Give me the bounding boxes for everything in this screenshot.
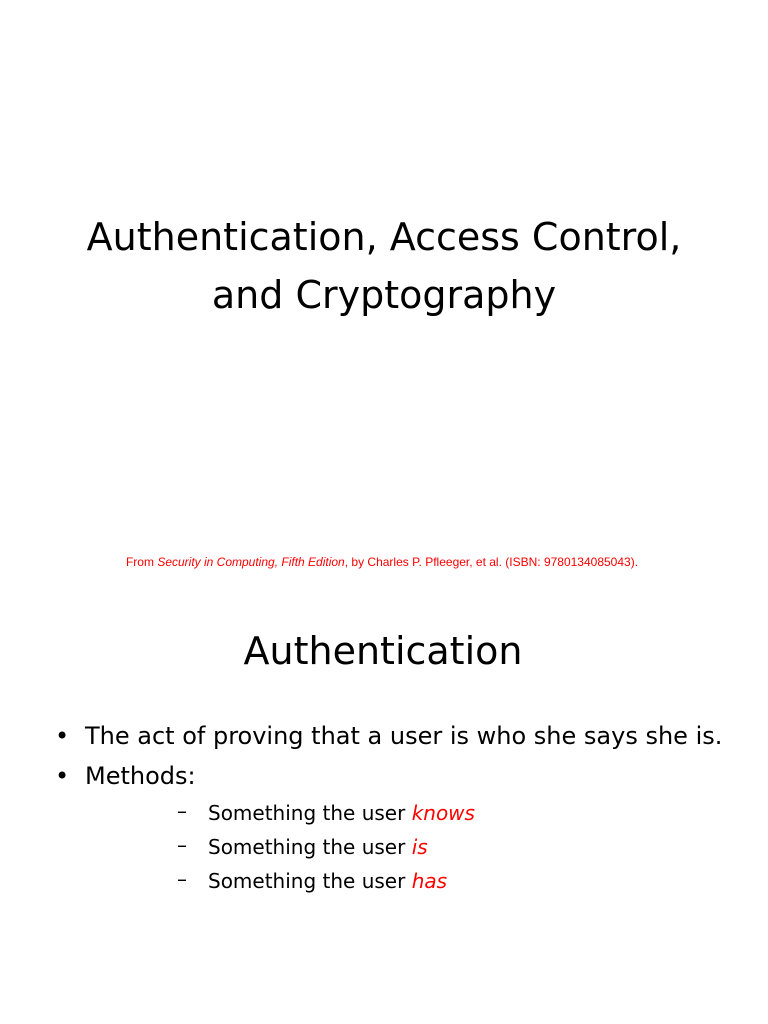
credit-suffix: , by Charles P. Pfleeger, et al. (ISBN: 9780134085043). (344, 555, 639, 569)
sub-bullet-item (85, 830, 768, 864)
slide-title-line-2: and Cryptography (211, 273, 557, 317)
bullet-item (0, 756, 768, 898)
bullet-item (0, 716, 768, 756)
sub-bullet-marker: – (177, 833, 187, 857)
bullet-marker: • (55, 722, 70, 750)
sub-bullet-list (85, 796, 768, 898)
sub-bullet-text: Something the user (208, 869, 412, 893)
sub-bullet-highlight: is (411, 835, 428, 859)
credit-prefix: From (125, 555, 158, 569)
bullet-marker: • (55, 762, 70, 790)
slide-title (0, 208, 768, 324)
slide-heading: Authentication (243, 629, 523, 673)
sub-bullet-text: Something the user (208, 835, 412, 859)
bullet-text: The act of proving that a user is who she says she is. (85, 722, 723, 750)
sub-bullet-marker: – (177, 799, 187, 823)
credit-book-title: Security in Computing, Fifth Edition (157, 555, 345, 569)
sub-bullet-item (85, 864, 768, 898)
sub-bullet-text: Something the user (208, 801, 412, 825)
sub-bullet-item (85, 796, 768, 830)
bullet-text: Methods: (85, 762, 196, 790)
slide-title-line-1: Authentication, Access Control, (86, 215, 682, 259)
sub-bullet-highlight: knows (411, 801, 475, 825)
authentication-slide (0, 590, 768, 1024)
sub-bullet-highlight: has (411, 869, 448, 893)
bullet-list (0, 716, 768, 898)
source-credit (0, 554, 764, 570)
sub-bullet-marker: – (177, 867, 187, 891)
